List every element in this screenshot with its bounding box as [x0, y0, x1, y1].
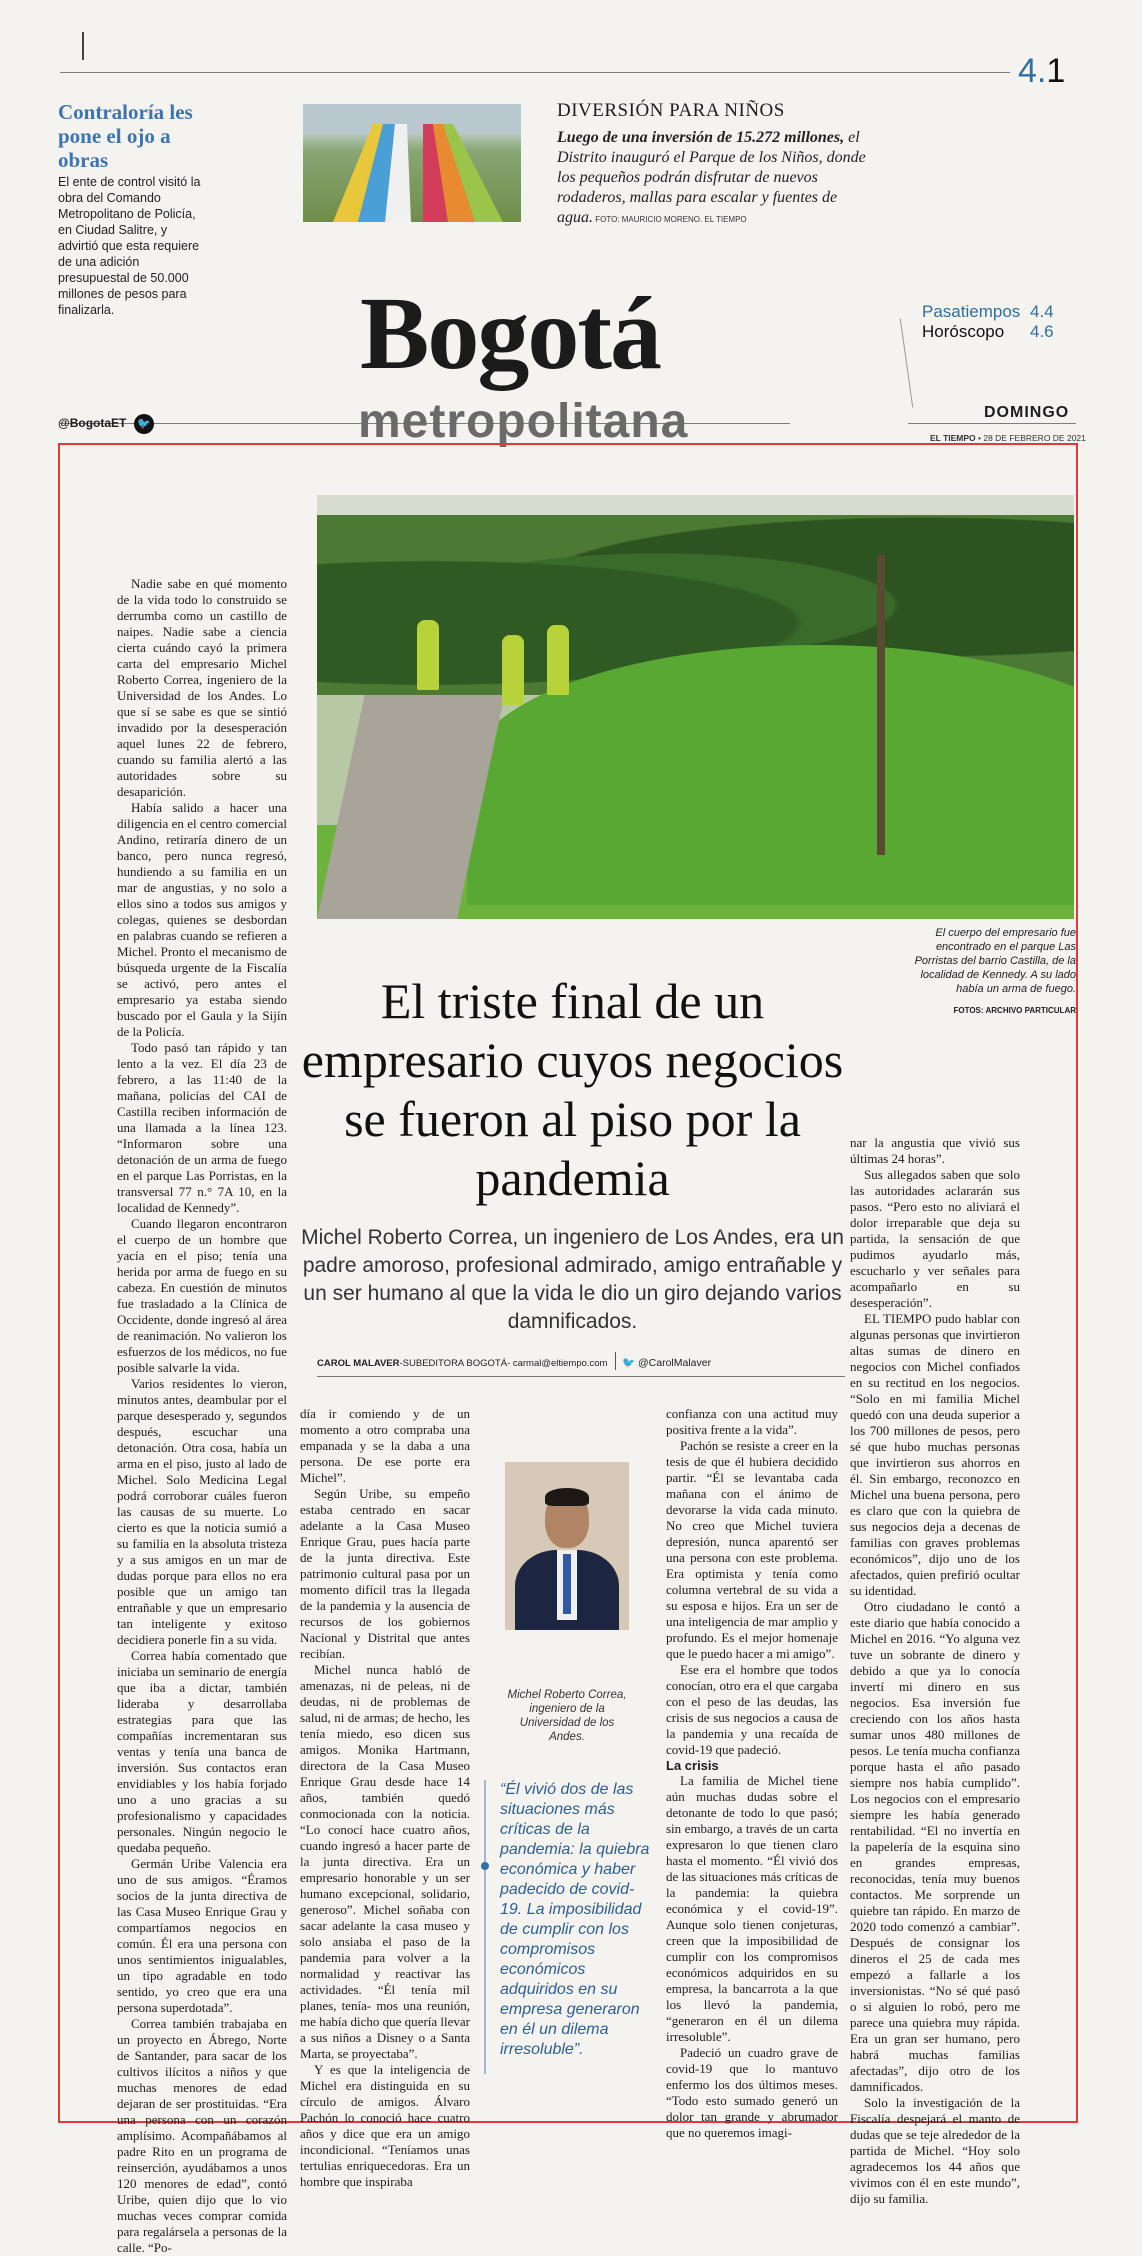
- section-page-number: 4.1: [1018, 52, 1066, 90]
- paragraph: Según Uribe, su empeño estaba centrado en sacar adelante a la Casa Museo Enrique Grau, pues hacía parte de la junta directiva. Este patrimonio cultural pasa por un momento difícil tras la llegada de la pandemia y la ausencia de recursos de los gobiernos Nacional y Distrital que antes recibían.: [300, 1486, 470, 1661]
- portrait-caption: Michel Roberto Correa, ingeniero de la Universidad de los Andes.: [507, 1689, 627, 1743]
- pull-quote-bar: [484, 1780, 486, 2074]
- twitter-icon: 🐦: [134, 414, 154, 434]
- paragraph: Nadie sabe en qué momento de la vida todo lo construido se derrumba como un castillo de naipes. Nadie sabe a ciencia cierta cuándo cayó la primera carta del empresario Michel Roberto Correa, ingeniero de la Universidad de los Andes. Lo que sí se sabe es que se sintió invadido por la desesperación aquel lunes 22 de febrero, cuando su familia alertó a las autoridades sobre su desaparición.: [117, 576, 287, 799]
- paragraph: Otro ciudadano le contó a este diario que había conocido a Michel en 2016. “Yo alguna vez tuve un sobrante de dinero y debido a que ya lo conocía invertí mi dinero en sus negocios. Esa inversión fue creciendo con los años hasta sumar unos 480 millones de pesos. Le tenía mucha confianza porque hasta el año pasado siempre nos había cumplido”. Los negocios con el empresario siempre les había generado rentabilidad. “El no invertía en la papelería de la esquina sino en grandes empresas, reconocidas, tenía muy buenos contactos. Me sorprende un quiebre tan rápido. En marzo de 2020 todo comenzó a cambiar”. Después de consignar los dineros el 25 de cada mes empezó a fallarle a los inversionistas. “No sé qué pasó o si alguien lo robó, pero me parece una quiebra muy rápida. Era un gran ser humano, pero habrá muchas familias afectadas”, dijo otro de los damnificados.: [850, 1599, 1020, 2094]
- edition-date: EL TIEMPO • 28 DE FEBRERO DE 2021: [930, 433, 1086, 443]
- paragraph: Varios residentes lo vieron, minutos antes, deambular por el parque desesperado y, segundos después, escuchar una detonación. Otra cosa, había un arma en el piso, justo al lado de Michel. Solo Medicina Legal podrá corroborar cuáles fueron las causas de su muerte. Lo cierto es que la noticia sumió a su familia en la absoluta tristeza y a sus amigos en un mar de dudas porque para ellos no era posible que un amigo tan entrañable y que un empresario tan inteligente y exitoso decidiera ponerle fin a su vida.: [117, 1376, 287, 1647]
- edition-rule: [908, 423, 1076, 424]
- section-masthead: Bogotá: [360, 276, 660, 391]
- kids-feature-title: DIVERSIÓN PARA NIÑOS: [557, 100, 785, 121]
- paragraph: día ir comiendo y de un momento a otro compraba una empanada y se la daba a una persona. De ese porte era Michel”.: [300, 1406, 470, 1485]
- corner-fold: [900, 318, 914, 407]
- paragraph: Y es que la inteligencia de Michel era distinguida en su círculo de amigos. Álvaro Pachón lo conoció hace cuatro años y dice que era un amigo incondicional. “Teníamos unas tertulias enriquecedoras. Era un hombre que inspiraba: [300, 2062, 470, 2189]
- section-index: [922, 302, 1054, 342]
- byline-separator: [615, 1352, 616, 1370]
- paragraph: Todo pasó tan rápido y tan lento a la vez. El día 23 de febrero, a las 11:40 de la mañana, policías del CAI de Castilla reciben información de una llamada a la línea 123. “Informaron sobre una detonación de un arma de fuego en el parque Las Porristas, en la transversal 77 n.° 7A 10, en la localidad de Kennedy”.: [117, 1040, 287, 1215]
- pull-quote-dot: [481, 1862, 489, 1870]
- article-dek: Michel Roberto Correa, un ingeniero de Los Andes, era un padre amoroso, profesional admirado, amigo entrañable y un ser humano al que la vida le dio un giro dejando varios damnificados.: [301, 1226, 844, 1333]
- section-subtitle: metropolitana: [358, 395, 689, 448]
- header-rule: [60, 72, 1010, 73]
- kids-feature-body: Luego de una inversión de 15.272 millones, el Distrito inauguró el Parque de los Niños, donde los pequeños podrán disfrutar de nuevos rodaderos, mallas para escalar y fuentes de agua. FOTO: MAURICIO MORENO. EL TIEMPO: [557, 129, 866, 226]
- park-scene-photo: [317, 495, 1074, 919]
- paragraph: Ese era el hombre que todos conocían, otro era el que cargaba con el peso de las deudas, las crisis de sus negocios a causa de la pandemia y una recaída de covid-19 que padeció.: [666, 1662, 838, 1757]
- article-column-2: [300, 1406, 470, 2190]
- portrait-photo: [505, 1462, 629, 1630]
- photo-caption: El cuerpo del empresario fue encontrado en el parque Las Porristas del barrio Castilla, de la localidad de Kennedy. A su lado había un arma de fuego.: [914, 927, 1076, 995]
- rainbow-slide-illustration: [303, 104, 521, 222]
- margin-tick: [82, 32, 84, 60]
- paragraph: nar la angustia que vivió sus últimas 24 horas”.: [850, 1135, 1020, 1166]
- paragraph: Germán Uribe Valencia era uno de sus amigos. “Éramos socios de la junta directiva de las Casa Museo Enrique Grau y compartíamos negocios en común. Él era una persona con unos sentimientos inigualables, un tipo agradable en todo sentido, yo creo que era una persona superdotada”.: [117, 1856, 287, 2015]
- edition-day: DOMINGO: [984, 404, 1070, 421]
- teaser-body: El ente de control visitó la obra del Comando Metropolitano de Policía, en Ciudad Salitre, y advirtió que esta requiere de una adición presupuestal de 50.000 millones de pesos para finalizarla.: [58, 175, 201, 317]
- article-column-4: [850, 1135, 1020, 2207]
- twitter-icon: 🐦: [622, 1357, 638, 1369]
- twitter-handle: @BogotaET: [58, 416, 127, 430]
- teaser-title: Contraloría les pone el ojo a obras: [58, 100, 193, 172]
- pull-quote: “Él vivió dos de las situaciones más críticas de la pandemia: la quiebra económica y haber padecido de covid-19. La imposibilidad de cumplir con los compromisos económicos adquiridos en su empresa generaron en él un dilema irresoluble”.: [500, 1781, 650, 2058]
- paragraph: Correa también trabajaba en un proyecto en Ábrego, Norte de Santander, para sacar de los cultivos ilícitos a niños y que muchas menores de edad dejaran de ser prostituidas. “Era una persona con un corazón amplísimo. Acompañábamos al padre Rito en un programa de reinserción, ayudábamos a unos 120 menores de edad”, contó Uribe, quien dijo que lo vio muchas veces comprar comida para regalársela a personas de la calle. “Po-: [117, 2016, 287, 2255]
- paragraph: Solo la investigación de la Fiscalía despejará el manto de dudas que se teje alrededor de la partida de Michel. “Hoy solo agradecemos los 44 años que vivimos con él en este mundo”, dijo su familia.: [850, 2095, 1020, 2206]
- paragraph: Pachón se resiste a creer en la tesis de que él hubiera decidido partir. “Él se levantaba cada mañana con el ánimo de devorarse la vida cada minuto. No creo que Michel tuviera depresión, nunca aparentó ser una persona con este problema. Era optimista y tenía como columna vertebral de su vida a su esposa e hijos. Era un ser de una inteligencia de mar amplio y profundo. Es el mejor homenaje que le puedo hacer a mi amigo”.: [666, 1438, 838, 1661]
- paragraph: confianza con una actitud muy positiva frente a la vida”.: [666, 1406, 838, 1437]
- index-item: Pasatiempos 4.4: [922, 302, 1054, 321]
- paragraph: La familia de Michel tiene aún muchas dudas sobre el detonante de todo lo que pasó; sin embargo, a través de un carta expresaron lo que tienen claro hasta el momento. “Él vivió dos de las situaciones más críticas de la pandemia: la quiebra económica y el covid-19”. Aunque solo tienen conjeturas, creen que la imposibilidad de cumplir con los compromisos económicos adquiridos en su empresa, la bancarrota a la que los llevó la pandemia, “generaron en él un dilema irresoluble”.: [666, 1773, 838, 2044]
- paragraph: Padeció un cuadro grave de covid-19 que lo mantuvo enfermo los dos últimos meses. “Todo esto sumado generó un dolor tan grande y abrumador que no queremos imagi-: [666, 2045, 838, 2140]
- index-item: Horóscopo 4.6: [922, 322, 1054, 341]
- park-photo: [303, 104, 521, 222]
- paragraph: Sus allegados saben que solo las autoridades aclararán sus pasos. “Pero esto no aliviará el dolor irreparable que deja su partida, la sensación de que pudimos ayudarlo más, escucharlo y ver señales para acompañarlo en su desesperación”.: [850, 1167, 1020, 1310]
- paragraph: Había salido a hacer una diligencia en el centro comercial Andino, retiraría dinero de un banco, pero nunca regresó, hundiendo a su familia en un mar de angustias, y no solo a ellos sino a todos sus amigos y colegas, quienes se desbordan en palabras cuando se refieren a Michel. Pronto el mecanismo de búsqueda urgente de la Fiscalía se activó, pero antes el empresario ya estaba siendo buscado por el Gaula y la Sijín de la Policía.: [117, 800, 287, 1039]
- paragraph: Correa había comentado que iniciaba un seminario de energía que iba a dictar, también lideraba y desarrollaba estrategias para que las compañías incrementaran sus ventas y tenía una banca de inversión. Sus contactos eran envidiables y los había forjado uno a uno gracias a su profesionalismo y capacidades personales. Ningún negocio le quedaba pequeño.: [117, 1648, 287, 1855]
- article-column-1: [117, 576, 287, 2256]
- byline-twitter: 🐦 @CarolMalaver: [622, 1357, 712, 1369]
- paragraph: EL TIEMPO pudo hablar con algunas personas que invirtieron altas sumas de dinero en negocios con Michel confiados en su rectitud en los negocios. “Solo en mi familia Michel quedó con una deuda superior a los 700 millones de pesos, pero sé que hubo muchas personas que invirtieron sus ahorros en él. Sin embargo, reconozco en Michel una buena persona, pero es claro que con la quiebra de sus negocios deja a decenas de familias con graves problemas económicos”, dijo uno de los afectados, quien prefirió ocultar su identidad.: [850, 1311, 1020, 1598]
- paragraph: Cuando llegaron encontraron el cuerpo de un hombre que yacía en el piso; tenía una herida por arma de fuego en su cabeza. En cuestión de minutos fue trasladado a la Clínica de Occidente, donde ingresó al área de reanimación. No valieron los esfuerzos de los médicos, no fue posible salvarle la vida.: [117, 1216, 288, 1375]
- byline-rule: [317, 1376, 845, 1377]
- byline: CAROL MALAVER-SUBEDITORA BOGOTÁ- carmal@eltiempo.com: [317, 1358, 608, 1369]
- paragraph: Michel nunca habló de amenazas, ni de peleas, ni de deudas, ni de problemas de salud, ni de armas; de hecho, les tenía miedo, eso dicen sus amigos. Monika Hartmann, directora de la Casa Museo Enrique Grau desde hace 14 años, también quedó conmocionada con la noticia. “Lo conocí hace cuatro años, cuando ingresó a hacer parte de la junta directiva. Era un empresario honorable y un ser humano excepcional, solidario, generoso”. Michel soñaba con sacar adelante la casa museo y solo ansiaba el paso de la pandemia para volver a la normalidad y reactivar las actividades. “Él tenía mil planes, tenía- mos una reunión, me había dicho que quería llevar a sus niños a Disney o a Santa Marta, se proyectaba”.: [300, 1662, 471, 2061]
- photo-credit: FOTOS: ARCHIVO PARTICULAR: [953, 1006, 1076, 1015]
- subhead: La crisis: [666, 1758, 719, 1773]
- article-column-3: [666, 1406, 838, 2141]
- article-headline: El triste final de un empresario cuyos negocios se fueron al piso por la pandemia: [301, 973, 844, 1206]
